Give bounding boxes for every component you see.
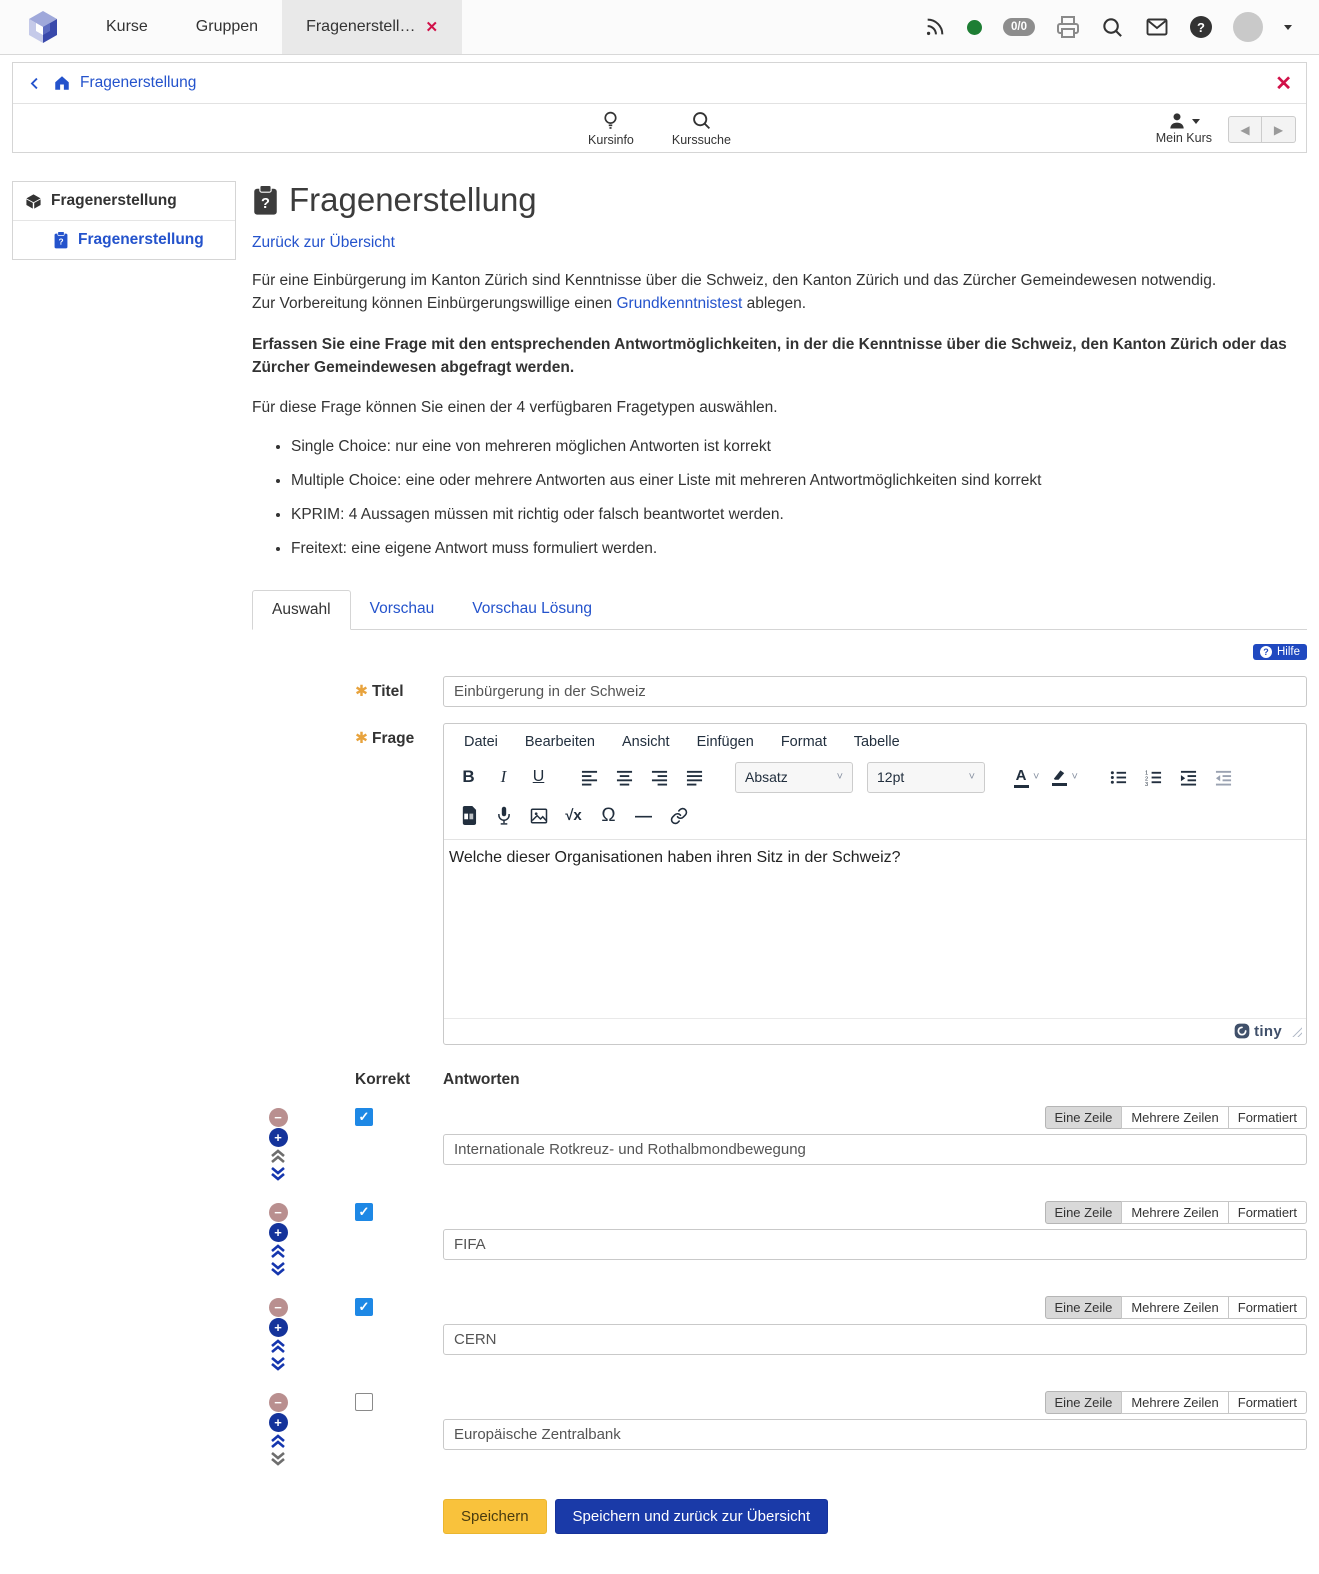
- svg-text:?: ?: [58, 236, 64, 247]
- underline-button[interactable]: U: [532, 768, 545, 786]
- remove-answer-button[interactable]: −: [269, 1203, 288, 1222]
- back-to-overview-link[interactable]: Zurück zur Übersicht: [252, 234, 395, 251]
- italic-button[interactable]: I: [500, 767, 507, 787]
- move-down-icon[interactable]: [269, 1451, 287, 1466]
- formula-icon: √x: [565, 807, 582, 825]
- insert-link-button[interactable]: [662, 801, 695, 831]
- move-down-icon[interactable]: [269, 1356, 287, 1371]
- editor-content[interactable]: Welche dieser Organisationen haben ihren Sitz in der Schweiz?: [449, 848, 901, 866]
- list-item: • Multiple Choice: eine oder mehrere Antworten aus einer Liste mit mehreren Antwortmöglichkeiten sind korrekt: [291, 471, 1307, 492]
- nav-tab-kurse[interactable]: [82, 0, 172, 54]
- titel-label: [252, 676, 443, 707]
- answer-row: [252, 1106, 1307, 1184]
- question-type-list: [252, 437, 1307, 560]
- microphone-icon: [495, 806, 513, 825]
- insert-media-button[interactable]: [452, 801, 485, 831]
- main-panel: [252, 181, 1307, 1574]
- answer-input[interactable]: [443, 1134, 1307, 1165]
- save-and-back-button[interactable]: Speichern und zurück zur Übersicht: [555, 1499, 829, 1534]
- required-icon: ✱: [355, 729, 368, 747]
- svg-text:1: 1: [1144, 770, 1149, 777]
- save-button[interactable]: Speichern: [443, 1499, 547, 1534]
- text-color-button[interactable]: [1009, 767, 1039, 788]
- titel-input[interactable]: [443, 676, 1307, 707]
- indent-button[interactable]: [1172, 762, 1205, 792]
- highlight-color-button[interactable]: [1047, 768, 1077, 786]
- back-chevron-icon[interactable]: [27, 75, 44, 92]
- home-icon[interactable]: [53, 74, 71, 92]
- answer-input[interactable]: [443, 1324, 1307, 1355]
- image-icon: [530, 807, 548, 825]
- svg-text:2: 2: [1144, 776, 1149, 783]
- app-logo[interactable]: [0, 0, 82, 54]
- numbered-list-button[interactable]: [1137, 762, 1170, 792]
- horizontal-rule-button[interactable]: [627, 801, 660, 831]
- move-down-icon[interactable]: [269, 1166, 287, 1181]
- sidebar-item-label: Fragenerstellung: [51, 192, 177, 209]
- editor-toolbar-row1: [444, 758, 1306, 797]
- special-character-button[interactable]: [592, 801, 625, 831]
- eine-zeile-button[interactable]: Eine Zeile: [1045, 1201, 1123, 1224]
- richtext-editor: [443, 723, 1307, 1045]
- chat-counter-badge[interactable]: 0/0: [1003, 18, 1035, 36]
- nav-tab-label: Gruppen: [195, 18, 259, 35]
- nav-tab-fragenerstellung[interactable]: [282, 0, 462, 54]
- titel-label-text: Titel: [372, 682, 404, 700]
- text-color-icon: A: [1015, 766, 1027, 784]
- korrekt-checkbox[interactable]: [355, 1393, 373, 1411]
- eine-zeile-button[interactable]: Eine Zeile: [1045, 1106, 1123, 1129]
- remove-answer-button[interactable]: −: [269, 1393, 288, 1412]
- editor-statusbar: [444, 1018, 1306, 1044]
- kurssuche-button[interactable]: [672, 110, 731, 147]
- bullet-list-icon: [1110, 769, 1127, 786]
- hilfe-label: Hilfe: [1276, 645, 1300, 658]
- nav-tab-label: Kurse: [106, 18, 148, 35]
- tab-vorschau-loesung[interactable]: Vorschau Lösung: [472, 599, 593, 617]
- line-type-switch: [443, 1201, 1307, 1224]
- answer-row-controls: [268, 1203, 288, 1276]
- required-icon: ✱: [355, 682, 368, 700]
- kurssuche-label: Kurssuche: [671, 132, 731, 147]
- tiny-brand-label: tiny: [1254, 1022, 1282, 1040]
- menu-tabelle[interactable]: Tabelle: [853, 733, 900, 750]
- answer-row: [252, 1201, 1307, 1279]
- insert-formula-button[interactable]: [557, 801, 590, 831]
- nav-tab-label: Fragenerstell…: [306, 18, 416, 35]
- user-menu-caret-icon[interactable]: [1284, 25, 1292, 30]
- outdent-icon: [1215, 769, 1232, 786]
- korrekt-checkbox[interactable]: [355, 1108, 373, 1126]
- help-icon: ?: [1260, 646, 1272, 658]
- antworten-header: Antworten: [443, 1070, 520, 1088]
- nav-tab-gruppen[interactable]: [172, 0, 282, 54]
- chevron-down-icon: ˅: [836, 771, 843, 784]
- line-type-switch: [443, 1106, 1307, 1129]
- align-right-icon: [651, 769, 668, 786]
- course-header-box: [12, 62, 1307, 153]
- menu-ansicht[interactable]: Ansicht: [622, 733, 670, 750]
- menu-bearbeiten[interactable]: Bearbeiten: [524, 733, 595, 750]
- previous-arrow-icon: ◀: [1240, 122, 1250, 137]
- search-icon: [691, 110, 712, 131]
- line-type-switch: [443, 1296, 1307, 1319]
- menu-datei[interactable]: Datei: [464, 733, 498, 750]
- numbered-list-icon: [1145, 769, 1162, 786]
- answers-header: [252, 1071, 1307, 1089]
- answer-row-controls: [268, 1298, 288, 1371]
- sidebar-item-fragenerstellung[interactable]: [13, 220, 235, 259]
- highlighter-icon: [1052, 768, 1067, 782]
- horizontal-rule-icon: —: [635, 805, 652, 825]
- list-item: • Freitext: eine eigene Antwort muss formuliert werden.: [291, 539, 1307, 560]
- chevron-down-icon: ˅: [1033, 771, 1040, 784]
- hilfe-button[interactable]: [1253, 644, 1307, 660]
- logo-cube-icon: [28, 10, 58, 44]
- svg-text:?: ?: [261, 195, 270, 212]
- titel-row: [252, 676, 1307, 707]
- intro-line2-pre: Zur Vorbereitung können Einbürgerungswillige einen: [252, 295, 617, 313]
- grundkenntnistest-link[interactable]: Grundkenntnistest: [616, 295, 743, 313]
- add-answer-button[interactable]: +: [269, 1223, 288, 1242]
- top-navbar: [0, 0, 1319, 55]
- align-left-icon: [581, 769, 598, 786]
- editor-toolbar-row2: [444, 797, 1306, 840]
- answer-row: [252, 1296, 1307, 1374]
- answer-input[interactable]: [443, 1229, 1307, 1260]
- svg-text:3: 3: [1144, 781, 1149, 786]
- add-answer-button[interactable]: +: [269, 1318, 288, 1337]
- editor-resize-handle[interactable]: [1291, 1026, 1302, 1037]
- formatiert-button[interactable]: Formatiert: [1228, 1201, 1307, 1224]
- help-icon[interactable]: ?: [1190, 16, 1212, 38]
- add-answer-button[interactable]: +: [269, 1128, 288, 1147]
- formatiert-button[interactable]: Formatiert: [1228, 1391, 1307, 1414]
- mehrere-zeilen-button[interactable]: Mehrere Zeilen: [1121, 1391, 1228, 1414]
- fontsize-value: 12pt: [877, 769, 905, 786]
- form-tabs: [252, 590, 1307, 630]
- align-right-button[interactable]: [643, 762, 676, 792]
- online-status-dot: [967, 20, 982, 35]
- answer-row: [252, 1391, 1307, 1469]
- course-toolbar: [13, 104, 1306, 152]
- korrekt-checkbox[interactable]: [355, 1203, 373, 1221]
- fontsize-select[interactable]: [867, 762, 985, 793]
- frage-label: [252, 723, 443, 1045]
- mehrere-zeilen-button[interactable]: Mehrere Zeilen: [1121, 1106, 1228, 1129]
- task-paragraph: Erfassen Sie eine Frage mit den entsprechenden Antwortmöglichkeiten, in der die Kenntnisse über die Schweiz, den Kanton Zürich oder das Zürcher Gemeindewesen abgefragt werden.: [252, 335, 1287, 376]
- editor-menubar: [444, 724, 1306, 758]
- list-item: • Single Choice: nur eine von mehreren möglichen Antworten ist korrekt: [291, 437, 1307, 458]
- lightbulb-icon: [600, 110, 621, 131]
- formatiert-button[interactable]: Formatiert: [1228, 1296, 1307, 1319]
- align-justify-button[interactable]: [678, 762, 711, 792]
- answer-row-controls: [268, 1108, 288, 1181]
- remove-answer-button[interactable]: −: [269, 1108, 288, 1127]
- chevron-down-icon: ˅: [1071, 771, 1078, 784]
- breadcrumb-item[interactable]: Fragenerstellung: [80, 74, 197, 91]
- close-course-icon[interactable]: ✕: [1275, 72, 1292, 95]
- form-actions: [443, 1499, 1307, 1534]
- align-center-icon: [616, 769, 633, 786]
- align-justify-icon: [686, 769, 703, 786]
- eine-zeile-button[interactable]: Eine Zeile: [1045, 1296, 1123, 1319]
- cube-icon: [25, 193, 42, 210]
- remove-answer-button[interactable]: −: [269, 1298, 288, 1317]
- media-file-icon: [460, 806, 477, 825]
- kursinfo-label: Kursinfo: [588, 132, 634, 147]
- intro-line2-post: ablegen.: [742, 295, 807, 313]
- tiny-logo-icon: [1234, 1023, 1250, 1039]
- page-title: [252, 181, 1307, 219]
- insert-image-button[interactable]: [522, 801, 555, 831]
- line-type-switch: [443, 1391, 1307, 1414]
- sidebar-item-root[interactable]: [13, 182, 235, 220]
- mein-kurs-label: Mein Kurs: [1155, 131, 1212, 145]
- content-area: [0, 153, 1319, 1574]
- link-icon: [670, 807, 688, 825]
- avatar[interactable]: [1233, 12, 1263, 42]
- outdent-button[interactable]: [1207, 762, 1240, 792]
- types-intro-paragraph: Für diese Frage können Sie einen der 4 verfügbaren Fragetypen auswählen.: [252, 399, 778, 416]
- move-up-icon[interactable]: [269, 1149, 287, 1164]
- paragraph-format-select[interactable]: [735, 762, 853, 793]
- menu-einfuegen[interactable]: Einfügen: [696, 733, 754, 750]
- chevron-down-icon: ˅: [968, 771, 975, 784]
- print-icon[interactable]: [1056, 15, 1080, 39]
- intro-line1: Für eine Einbürgerung im Kanton Zürich sind Kenntnisse über die Schweiz, den Kanton Zürich und das Zürcher Gemeindewesen notwendig.: [252, 272, 1217, 289]
- formatiert-button[interactable]: Formatiert: [1228, 1106, 1307, 1129]
- tab-auswahl[interactable]: Auswahl: [252, 590, 351, 630]
- frage-row: [252, 723, 1307, 1045]
- move-down-icon[interactable]: [269, 1261, 287, 1276]
- mail-icon[interactable]: [1145, 15, 1169, 39]
- bold-button[interactable]: B: [462, 767, 475, 787]
- mehrere-zeilen-button[interactable]: Mehrere Zeilen: [1121, 1201, 1228, 1224]
- breadcrumb: [13, 63, 1306, 104]
- mehrere-zeilen-button[interactable]: Mehrere Zeilen: [1121, 1296, 1228, 1319]
- align-center-button[interactable]: [608, 762, 641, 792]
- sidebar-item-label: Fragenerstellung: [78, 231, 204, 248]
- eine-zeile-button[interactable]: Eine Zeile: [1045, 1391, 1123, 1414]
- rss-icon[interactable]: [924, 16, 946, 38]
- list-item: • KPRIM: 4 Aussagen müssen mit richtig oder falsch beantwortet werden.: [291, 505, 1307, 526]
- add-answer-button[interactable]: +: [269, 1413, 288, 1432]
- menu-format[interactable]: Format: [780, 733, 827, 750]
- move-up-icon[interactable]: [269, 1434, 287, 1449]
- navbar-right-icons: [924, 0, 1319, 54]
- search-icon[interactable]: [1101, 16, 1124, 39]
- omega-icon: Ω: [601, 804, 616, 826]
- course-menu: [12, 181, 236, 260]
- answer-row-controls: [268, 1393, 288, 1466]
- frage-label-text: Frage: [372, 729, 415, 747]
- tab-close-icon[interactable]: ✕: [425, 19, 439, 36]
- clipboard-question-icon: [252, 184, 279, 216]
- course-toolbar-center: [13, 110, 1306, 147]
- align-left-button[interactable]: [573, 762, 606, 792]
- record-audio-button[interactable]: [487, 801, 520, 831]
- page-title-text: Fragenerstellung: [289, 181, 537, 218]
- paragraph-format-value: Absatz: [745, 769, 788, 786]
- question-form: [252, 630, 1307, 1534]
- move-up-icon[interactable]: [269, 1244, 287, 1259]
- korrekt-checkbox[interactable]: [355, 1298, 373, 1316]
- answer-input[interactable]: [443, 1419, 1307, 1450]
- bullet-list-button[interactable]: [1102, 762, 1135, 792]
- kursinfo-button[interactable]: [588, 110, 634, 147]
- indent-icon: [1180, 769, 1197, 786]
- intro-paragraph: [252, 269, 1307, 316]
- move-up-icon[interactable]: [269, 1339, 287, 1354]
- next-arrow-icon: ▶: [1273, 122, 1284, 137]
- korrekt-header: Korrekt: [355, 1070, 411, 1088]
- clipboard-question-icon: [53, 231, 69, 249]
- tab-vorschau[interactable]: Vorschau: [369, 599, 435, 617]
